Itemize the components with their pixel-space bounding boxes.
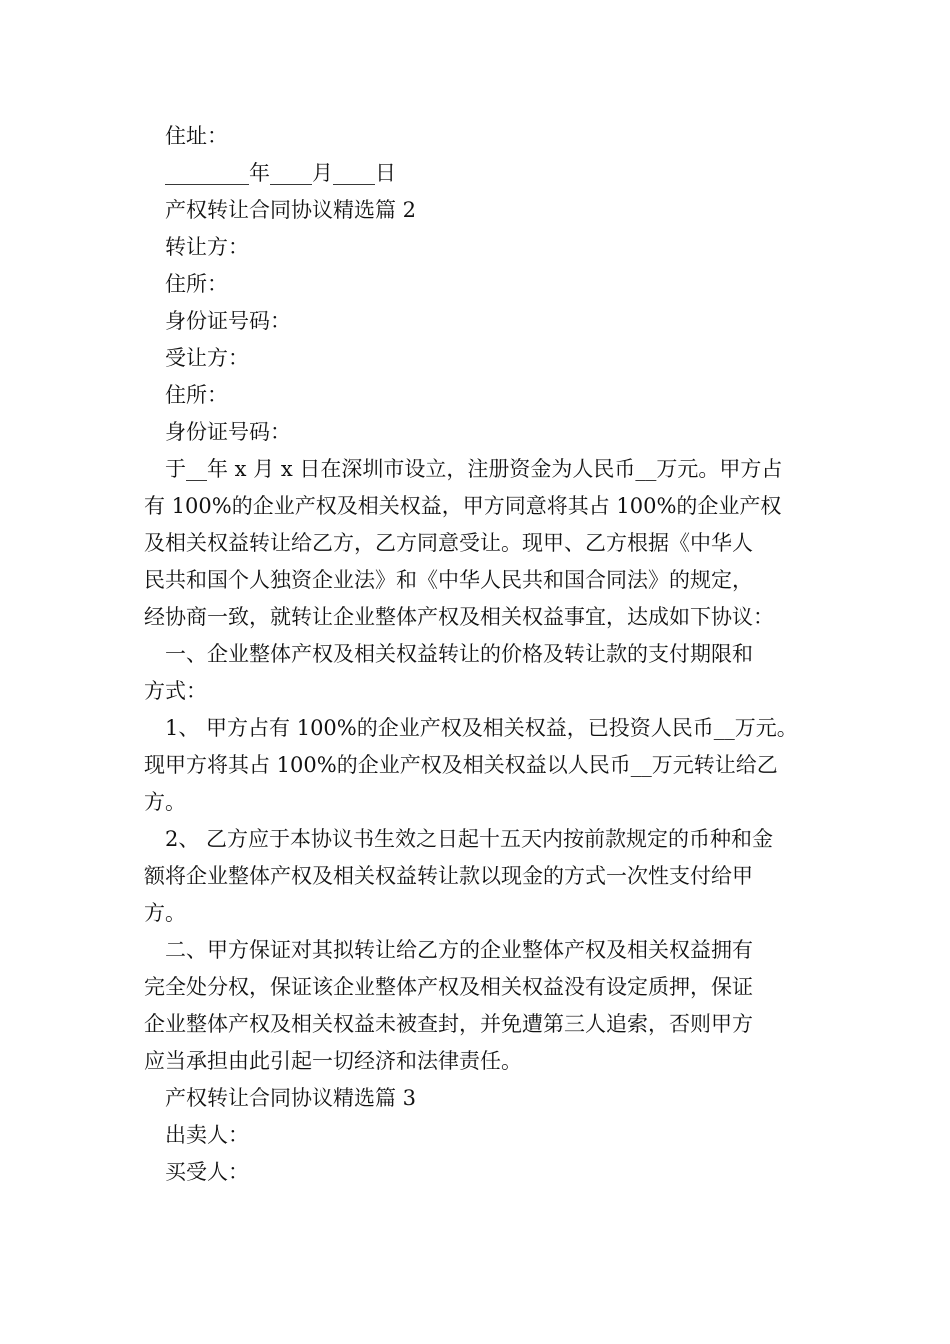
text-line: 转让方： [165, 235, 249, 259]
text-line: 2、 乙方应于本协议书生效之日起十五天内按前款规定的币种和金 [165, 827, 774, 851]
text-line: 方式： [144, 679, 207, 703]
text-line: 及相关权益转让给乙方，乙方同意受让。现甲、乙方根据《中华人 [144, 531, 753, 555]
text-line: 方。 [144, 901, 186, 925]
section-heading: 产权转让合同协议精选篇 3 [165, 1086, 417, 1110]
text-line: 1、 甲方占有 100%的企业产权及相关权益，已投资人民币__万元。 [165, 716, 798, 740]
text-line: 一、企业整体产权及相关权益转让的价格及转让款的支付期限和 [165, 642, 753, 666]
text-line: 企业整体产权及相关权益未被查封，并免遭第三人追索，否则甲方 [144, 1012, 753, 1036]
text-line: 二、甲方保证对其拟转让给乙方的企业整体产权及相关权益拥有 [165, 938, 753, 962]
text-line: 住址： [165, 124, 228, 148]
text-line: 额将企业整体产权及相关权益转让款以现金的方式一次性支付给甲 [144, 864, 753, 888]
date-line: ________年____月____日 [165, 161, 396, 185]
section-heading: 产权转让合同协议精选篇 2 [165, 198, 417, 222]
text-line: 民共和国个人独资企业法》和《中华人民共和国合同法》的规定， [144, 568, 753, 592]
text-line: 买受人： [165, 1160, 249, 1184]
text-line: 受让方： [165, 346, 249, 370]
text-line: 完全处分权，保证该企业整体产权及相关权益没有设定质押，保证 [144, 975, 753, 999]
text-line: 身份证号码： [165, 309, 291, 333]
text-line: 出卖人： [165, 1123, 249, 1147]
text-line: 经协商一致，就转让企业整体产权及相关权益事宜，达成如下协议： [144, 605, 774, 629]
text-line: 身份证号码： [165, 420, 291, 444]
text-line: 住所： [165, 272, 228, 296]
text-line: 住所： [165, 383, 228, 407]
text-line: 于__年 x 月 x 日在深圳市设立，注册资金为人民币__万元。甲方占 [165, 457, 783, 481]
text-line: 方。 [144, 790, 186, 814]
text-line: 现甲方将其占 100%的企业产权及相关权益以人民币__万元转让给乙 [144, 753, 778, 777]
document-body [144, 118, 824, 1191]
text-line: 应当承担由此引起一切经济和法律责任。 [144, 1049, 522, 1073]
text-line: 有 100%的企业产权及相关权益，甲方同意将其占 100%的企业产权 [144, 494, 782, 518]
